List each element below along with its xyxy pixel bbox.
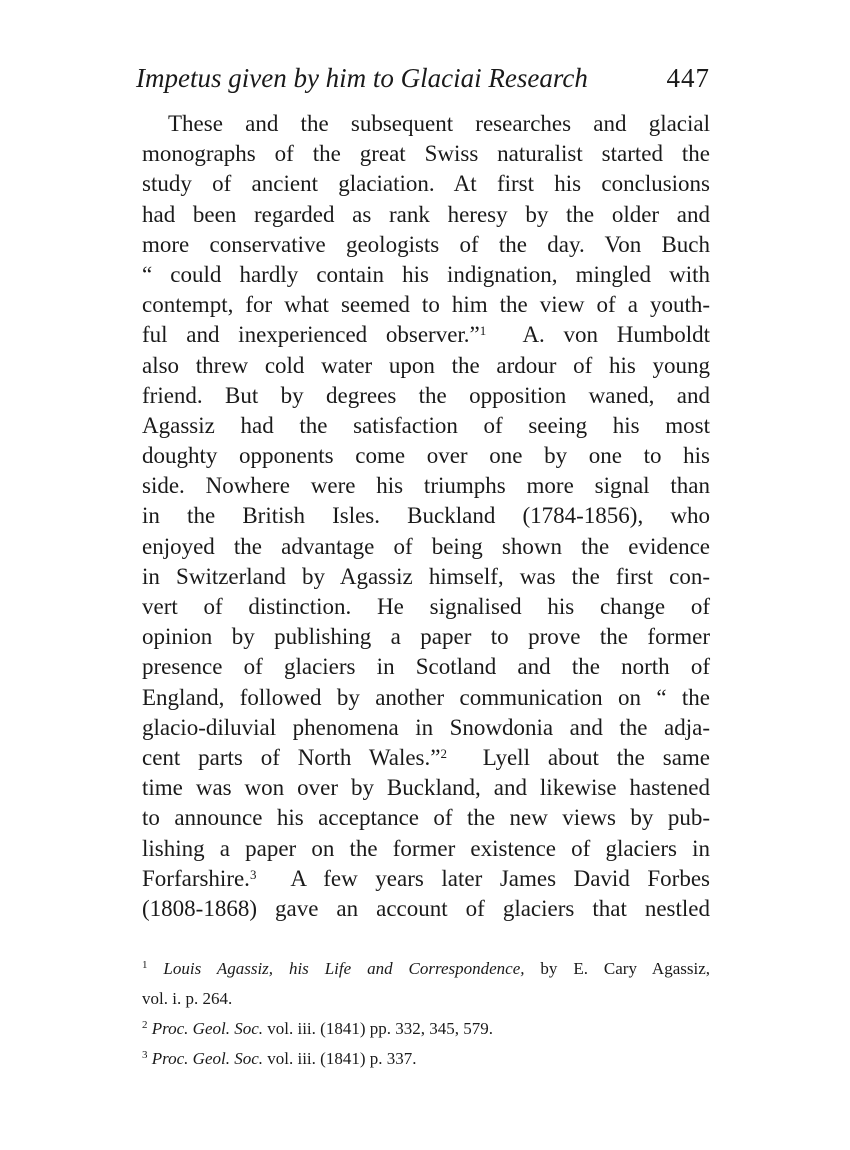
text-line: lishing a paper on the former existence of glaciers in bbox=[142, 835, 710, 861]
text-line: time was won over by Buckland, and likewise hastened bbox=[142, 775, 710, 801]
footnote-marker: 3 bbox=[249, 866, 257, 882]
text-line: doughty opponents come over one by one to his bbox=[142, 443, 710, 469]
page-number: 447 bbox=[666, 63, 710, 93]
footnote-3 bbox=[142, 1044, 710, 1074]
body-paragraph bbox=[142, 109, 710, 924]
footnote-number: 1 bbox=[142, 959, 148, 972]
footnote-title: Louis Agassiz, his Life and Correspondence, bbox=[163, 959, 525, 979]
text-line: friend. But by degrees the opposition waned, and bbox=[142, 382, 710, 408]
text-line: presence of glaciers in Scotland and the north of bbox=[142, 654, 710, 680]
text-line: to announce his acceptance of the new views by pub- bbox=[142, 805, 710, 831]
text-segment: A few years later James David Forbes bbox=[290, 865, 711, 891]
text-segment: cent parts of North Wales.” bbox=[142, 744, 441, 770]
text-line: study of ancient glaciation. At first his conclusions bbox=[142, 171, 710, 197]
text-line: also threw cold water upon the ardour of his young bbox=[142, 352, 710, 378]
text-line: glacio-diluvial phenomena in Snowdonia and the adja- bbox=[142, 714, 710, 740]
footnote-marker: 2 bbox=[440, 745, 447, 761]
footnotes bbox=[142, 954, 710, 1074]
text-line: side. Nowhere were his triumphs more signal than bbox=[142, 473, 710, 499]
text-line: had been regarded as rank heresy by the older and bbox=[142, 201, 710, 227]
text-line: vert of distinction. He signalised his change of bbox=[142, 594, 710, 619]
text-line: “ could hardly contain his indignation, mingled with bbox=[142, 261, 710, 287]
text-line: contempt, for what seemed to him the view of a youth- bbox=[142, 292, 710, 318]
footnote-title: Proc. Geol. Soc. bbox=[151, 1019, 264, 1039]
text-line: monographs of the great Swiss naturalist started the bbox=[142, 141, 710, 167]
footnote-1 bbox=[142, 954, 710, 984]
footnote-number: 3 bbox=[142, 1049, 148, 1062]
text-line: more conservative geologists of the day. Von Buch bbox=[142, 231, 710, 257]
text-segment: ful and inexperienced observer.” bbox=[142, 322, 480, 348]
text-line: in Switzerland by Agassiz himself, was the first con- bbox=[142, 563, 710, 589]
running-head bbox=[136, 60, 710, 96]
text-line: Agassiz had the satisfaction of seeing his most bbox=[142, 412, 710, 438]
footnote-text: vol. iii. (1841) pp. 332, 345, 579. bbox=[267, 1019, 493, 1039]
footnote-2 bbox=[142, 1014, 710, 1044]
text-line: opinion by publishing a paper to prove the former bbox=[142, 624, 710, 650]
running-head-title: Impetus given by him to Glaciai Research bbox=[136, 63, 588, 93]
text-line: enjoyed the advantage of being shown the evidence bbox=[142, 533, 710, 559]
text-line bbox=[142, 743, 710, 773]
text-line: England, followed by another communication on “ the bbox=[142, 684, 710, 710]
text-line bbox=[142, 864, 710, 894]
footnote-title: Proc. Geol. Soc. bbox=[151, 1049, 264, 1069]
text-line: (1808-1868) gave an account of glaciers that nestled bbox=[142, 895, 710, 921]
footnote-number: 2 bbox=[142, 1019, 148, 1032]
text-segment: A. von Humboldt bbox=[522, 322, 711, 348]
footnote-text: vol. iii. (1841) p. 337. bbox=[267, 1049, 417, 1069]
text-segment: Forfarshire. bbox=[142, 865, 250, 891]
footnote-1-continued: vol. i. p. 264. bbox=[142, 989, 233, 1009]
text-line bbox=[142, 320, 710, 350]
text-segment: Lyell about the same bbox=[482, 744, 710, 770]
text-line: These and the subsequent researches and glacial bbox=[168, 111, 710, 136]
footnote-marker: 1 bbox=[479, 323, 487, 339]
footnote-text: by E. Cary Agassiz, bbox=[540, 959, 710, 979]
text-line: in the British Isles. Buckland (1784-1856), who bbox=[142, 503, 710, 529]
book-page bbox=[136, 60, 711, 1074]
